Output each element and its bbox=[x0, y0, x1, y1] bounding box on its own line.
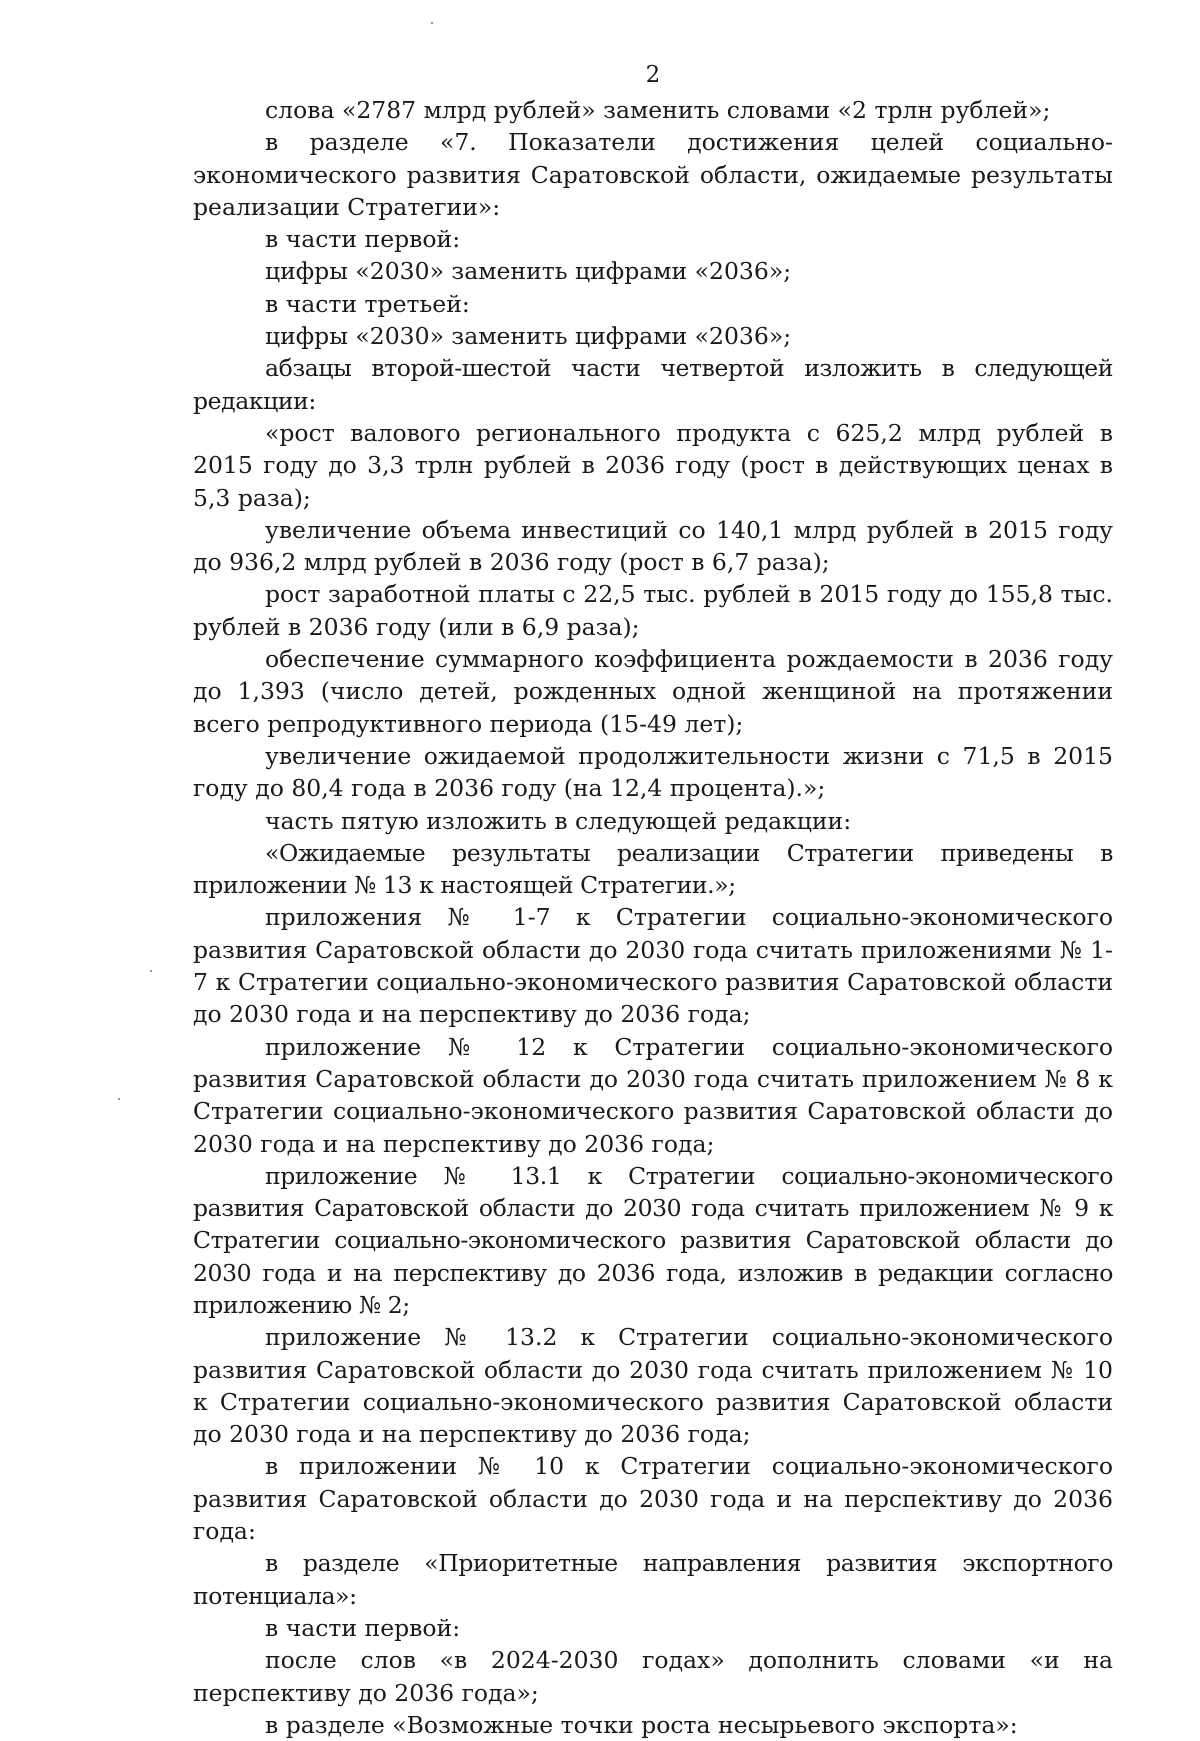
paragraph: рост заработной платы с 22,5 тыс. рублей в 2015 году до 155,8 тыс. рублей в 2036 году (или в 6,9 раза); bbox=[193, 580, 1113, 641]
paragraph: увеличение ожидаемой продолжительности жизни с 71,5 в 2015 году до 80,4 года в 2036 году (на 12,4 процента).»; bbox=[193, 741, 1113, 803]
paragraph: приложения № 1-7 к Стратегии социально-экономического развития Саратовской области до 2030 года считать приложениями № 1-7 к Стратегии социально-экономического развития Саратовской области до 2030 года и на перспективу до 2036 года; bbox=[193, 903, 1113, 1029]
paragraph: часть пятую изложить в следующей редакции: bbox=[265, 806, 852, 835]
paragraph: в разделе «Возможные точки роста несырьевого экспорта»: bbox=[265, 1710, 1018, 1739]
paragraph: обеспечение суммарного коэффициента рождаемости в 2036 году до 1,393 (число детей, рожденных одной женщиной на протяжении всего репродуктивного периода (15-49 лет); bbox=[193, 645, 1113, 738]
paragraph: в части первой: bbox=[265, 1613, 461, 1642]
paragraph: в разделе «7. Показатели достижения целей социально-экономического развития Саратовской области, ожидаемые результаты реализации Стратегии»: bbox=[193, 128, 1113, 221]
paragraph: в части третьей: bbox=[265, 289, 470, 318]
document-page bbox=[193, 60, 1113, 1741]
paragraph: в разделе «Приоритетные направления развития экспортного потенциала»: bbox=[193, 1549, 1113, 1610]
paragraph: приложение № 13.1 к Стратегии социально-экономического развития Саратовской области до 2030 года считать приложением № 9 к Стратегии социально-экономического развития Саратовской области до 2030 года и на перспективу до 2036 года, изложив в редакции согласно приложению № 2; bbox=[193, 1161, 1113, 1319]
page-number: 2 bbox=[645, 62, 661, 88]
paragraph: приложение № 13.2 к Стратегии социально-экономического развития Саратовской области до 2030 года считать приложением № 10 к Стратегии социально-экономического развития Саратовской области до 2030 года и на перспективу до 2036 года; bbox=[193, 1323, 1113, 1449]
paragraph: слова «2787 млрд рублей» заменить словами «2 трлн рублей»; bbox=[265, 96, 1051, 124]
paragraph: цифры «2030» заменить цифрами «2036»; bbox=[265, 322, 792, 351]
paragraph: после слов «в 2024-2030 годах» дополнить словами «и на перспективу до 2036 года»; bbox=[193, 1646, 1113, 1707]
paragraph: цифры «2030» заменить цифрами «2036»; bbox=[265, 257, 792, 286]
paragraph: в части первой: bbox=[265, 225, 461, 254]
paragraph: абзацы второй-шестой части четвертой изложить в следующей редакции: bbox=[193, 354, 1113, 415]
scan-speck bbox=[150, 970, 152, 972]
paragraph: приложение № 12 к Стратегии социально-экономического развития Саратовской области до 2030 года считать приложением № 8 к Стратегии социально-экономического развития Саратовской области до 2030 года и на перспективу до 2036 года; bbox=[193, 1032, 1113, 1158]
scan-speck bbox=[118, 1098, 120, 1100]
paragraph: увеличение объема инвестиций со 140,1 млрд рублей в 2015 году до 936,2 млрд рублей в 2036 году (рост в 6,7 раза); bbox=[193, 515, 1113, 577]
paragraph: «Ожидаемые результаты реализации Стратегии приведены в приложении № 13 к настоящей Стратегии.»; bbox=[193, 838, 1113, 900]
document-body bbox=[193, 94, 1113, 1741]
paragraph: в приложении № 10 к Стратегии социально-экономического развития Саратовской области до 2030 года и на перспективу до 2036 года: bbox=[193, 1452, 1113, 1546]
paragraph: «рост валового регионального продукта с 625,2 млрд рублей в 2015 году до 3,3 трлн рублей в 2036 году (рост в действующих ценах в 5,3 раза); bbox=[193, 418, 1113, 512]
scan-speck bbox=[431, 22, 433, 24]
